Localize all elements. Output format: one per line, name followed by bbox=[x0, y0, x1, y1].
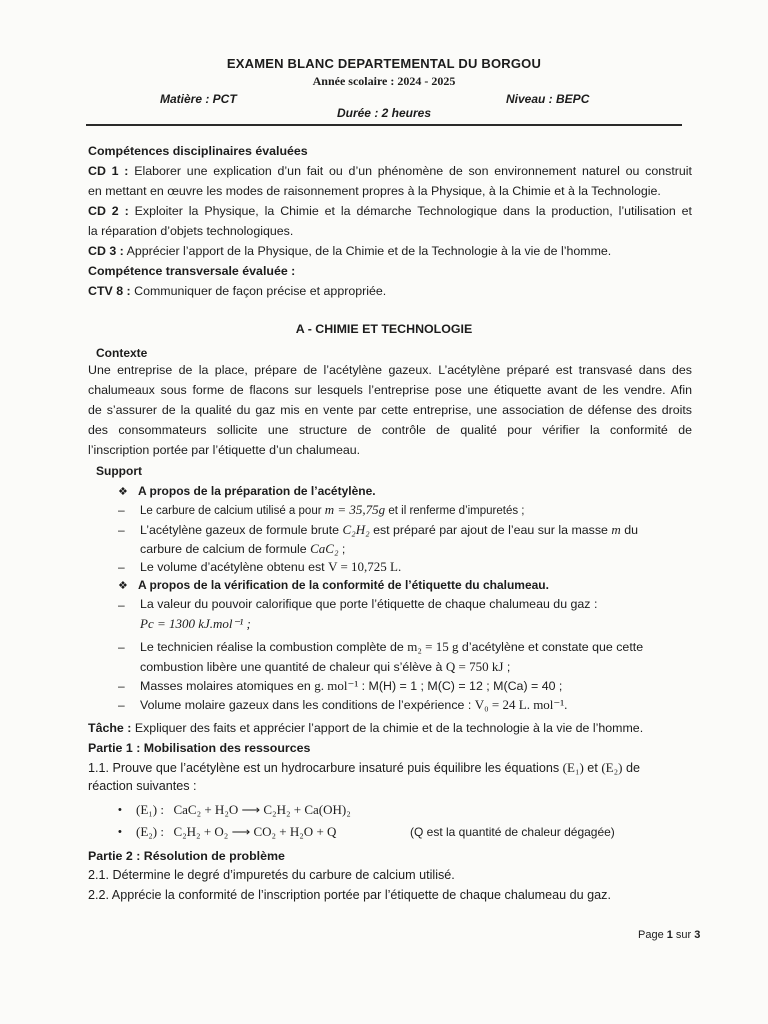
dash-bullet-icon: – bbox=[118, 640, 125, 654]
duration-label: Durée : 2 heures bbox=[336, 106, 432, 120]
page-label: Page bbox=[638, 929, 667, 941]
p2-item2-line2-text-b: ; bbox=[503, 660, 511, 674]
support-p2-item2-line2 bbox=[140, 659, 510, 675]
diamond-bullet-icon: ❖ bbox=[118, 580, 128, 592]
support-p1-item1 bbox=[140, 502, 525, 519]
ctv8-label: CTV 8 : bbox=[88, 284, 131, 298]
tache-text: Expliquer des faits et apprécier l’apport de la chimie et de la technologie à la vie de l’homme. bbox=[134, 721, 644, 735]
support-p2-item1: La valeur du pouvoir calorifique que porte l’étiquette de chaque chalumeau du gaz : bbox=[140, 597, 598, 611]
p1-item2-text-b: est préparé par ajout de l’eau sur la masse bbox=[369, 523, 612, 537]
support-part1-heading: A propos de la préparation de l’acétylène. bbox=[138, 484, 376, 498]
diamond-bullet-icon: ❖ bbox=[118, 486, 128, 498]
page-sep: sur bbox=[672, 929, 695, 941]
dash-bullet-icon: – bbox=[118, 598, 125, 612]
cd3-label: CD 3 : bbox=[88, 244, 124, 258]
cd1-text-1: Elaborer une explication d’un fait ou d’un phénomène de son environnement naturel ou construit bbox=[134, 164, 692, 178]
cd3-text: Apprécier l’apport de la Physique, de la Chimie et de la Technologie à la vie de l’homme. bbox=[126, 244, 612, 258]
support-p1-item3 bbox=[140, 559, 401, 575]
p1-item3-text: Le volume d’acétylène obtenu est bbox=[140, 560, 329, 574]
dash-bullet-icon: – bbox=[118, 560, 125, 574]
contexte-line-3: de s’assurer de la qualité du gaz mis en vente par cette entreprise, une association de défense des droits bbox=[88, 403, 692, 417]
p2-item3-unit: g. mol⁻¹ bbox=[314, 678, 359, 693]
support-part2-heading: A propos de la vérification de la conformité de l’étiquette du chalumeau. bbox=[138, 578, 549, 592]
equation-e1 bbox=[136, 802, 351, 818]
p1-item1-mass: m = 35,75g bbox=[324, 502, 386, 517]
transversal-heading: Compétence transversale évaluée : bbox=[88, 264, 296, 278]
p1-item2-line2-formula: CaC₂ bbox=[310, 541, 339, 556]
p1-item1-text-a: Le carbure de calcium utilisé a pour bbox=[140, 505, 325, 517]
section-title: A - CHIMIE ET TECHNOLOGIE bbox=[295, 322, 473, 336]
q21: 2.1. Détermine le degré d’impuretés du carbure de calcium utilisé. bbox=[88, 868, 455, 882]
support-p2-item2 bbox=[140, 639, 643, 655]
cd3-line bbox=[88, 244, 611, 259]
p2-item4-text: Volume molaire gazeux dans les conditions de l’expérience : bbox=[140, 698, 475, 712]
p1-item2-text-a: L’acétylène gazeux de formule brute bbox=[140, 523, 343, 537]
p2-item2-text-b: d’acétylène et constate que cette bbox=[458, 640, 644, 654]
page-total: 3 bbox=[694, 929, 701, 941]
page-number bbox=[638, 929, 700, 941]
cd2-text-2: la réparation d’objets technologiques. bbox=[88, 224, 294, 238]
q11-text-a: 1.1. Prouve que l’acétylène est un hydrocarbure insaturé puis équilibre les équations bbox=[88, 761, 563, 775]
p2-item2-line2-text-a: combustion libère une quantité de chaleur qui s’élève à bbox=[140, 660, 446, 674]
p1-item2-line2-text-b: ; bbox=[338, 542, 346, 556]
support-heading: Support bbox=[96, 464, 142, 478]
p1-item2-line2-text-a: carbure de calcium de formule bbox=[140, 542, 311, 556]
ctv8-text: Communiquer de façon précise et appropriée. bbox=[134, 284, 387, 298]
competences-heading: Compétences disciplinaires évaluées bbox=[88, 144, 308, 158]
contexte-line-4: des consommateurs sollicite une structure de contrôle de qualité pour vérifier la conformité de bbox=[88, 423, 692, 437]
q11-line1 bbox=[88, 760, 640, 776]
support-p1-item2-line2 bbox=[140, 541, 345, 557]
exam-title: EXAMEN BLANC DEPARTEMENTAL DU BORGOU bbox=[226, 56, 542, 71]
support-p2-item1-value: Pc = 1300 kJ.mol⁻¹ ; bbox=[140, 616, 251, 631]
p1-item2-m: m bbox=[611, 522, 621, 537]
q11-e1: (E₁) bbox=[562, 760, 584, 775]
bullet-icon: • bbox=[118, 804, 122, 816]
p1-item1-text-b: et il renferme d’impuretés ; bbox=[385, 505, 525, 517]
header-divider bbox=[86, 124, 682, 126]
p1-item2-text-c: du bbox=[620, 523, 639, 537]
q22: 2.2. Apprécie la conformité de l’inscription portée par l’étiquette de chaque chalumeau du gaz. bbox=[88, 888, 611, 902]
equation-e2 bbox=[136, 824, 336, 840]
tache-line bbox=[88, 721, 643, 736]
cd1-text-2: en mettant en œuvre les modes de raisonnement propres à la Physique, à la Chimie et à la Technologie. bbox=[88, 184, 661, 198]
cd2-line1 bbox=[88, 204, 692, 219]
eq1-formula: CaC₂ + H₂O ⟶ C₂H₂ + Ca(OH)₂ bbox=[173, 802, 351, 817]
eq2-note: (Q est la quantité de chaleur dégagée) bbox=[410, 825, 615, 839]
partie1-heading: Partie 1 : Mobilisation des ressources bbox=[88, 741, 311, 755]
q11-text-mid: et bbox=[583, 761, 602, 775]
eq2-formula: C₂H₂ + O₂ ⟶ CO₂ + H₂O + Q bbox=[173, 824, 337, 839]
p2-item2-heat: Q = 750 kJ bbox=[445, 659, 504, 674]
support-p1-item2 bbox=[140, 522, 638, 538]
cd1-line1 bbox=[88, 164, 692, 179]
q11-text-end: de bbox=[622, 761, 640, 775]
ctv8-line bbox=[88, 284, 386, 299]
p2-item4-molar-volume: V₀ = 24 L. mol⁻¹. bbox=[474, 697, 568, 712]
dash-bullet-icon: – bbox=[118, 698, 125, 712]
cd1-label: CD 1 : bbox=[88, 164, 129, 178]
dash-bullet-icon: – bbox=[118, 679, 125, 693]
level-label: Niveau : BEPC bbox=[506, 92, 590, 106]
partie2-heading: Partie 2 : Résolution de problème bbox=[88, 849, 285, 863]
p2-item2-mass: m₂ = 15 g bbox=[407, 639, 459, 654]
eq1-label: (E₁) : bbox=[136, 802, 164, 817]
subject-label: Matière : PCT bbox=[160, 92, 237, 106]
p2-item3-text-a: Masses molaires atomiques en bbox=[140, 679, 315, 693]
dash-bullet-icon: – bbox=[118, 503, 125, 517]
eq2-label: (E₂) : bbox=[136, 824, 164, 839]
contexte-line-1: Une entreprise de la place, prépare de l’acétylène gazeux. L’acétylène préparé est transvasé dans des bbox=[88, 363, 692, 377]
page-current: 1 bbox=[666, 929, 673, 941]
school-year: Année scolaire : 2024 - 2025 bbox=[312, 74, 456, 88]
p1-item3-volume: V = 10,725 L. bbox=[328, 559, 402, 574]
p2-item3-text-b: : M(H) = 1 ; M(C) = 12 ; M(Ca) = 40 ; bbox=[358, 679, 563, 693]
support-p2-item4 bbox=[140, 697, 567, 713]
contexte-heading: Contexte bbox=[96, 346, 148, 360]
bullet-icon: • bbox=[118, 826, 122, 838]
q11-e2: (E₂) bbox=[601, 760, 623, 775]
p2-item2-text-a: Le technicien réalise la combustion complète de bbox=[140, 640, 408, 654]
cd2-label: CD 2 : bbox=[88, 204, 129, 218]
contexte-line-5: l’inscription portée par l’étiquette d’un chalumeau. bbox=[88, 443, 361, 457]
q11-line2: réaction suivantes : bbox=[88, 779, 197, 793]
p1-item2-formula: C₂H₂ bbox=[342, 522, 370, 537]
cd2-text-1: Exploiter la Physique, la Chimie et la démarche Technologique dans la production, l’utilisation et bbox=[134, 204, 692, 218]
contexte-line-2: chalumeaux sous forme de flacons sur lesquels l’entreprise pose une étiquette avant de les vendre. Afin bbox=[88, 383, 692, 397]
support-p2-item3 bbox=[140, 678, 562, 694]
dash-bullet-icon: – bbox=[118, 523, 125, 537]
tache-label: Tâche : bbox=[88, 721, 132, 735]
